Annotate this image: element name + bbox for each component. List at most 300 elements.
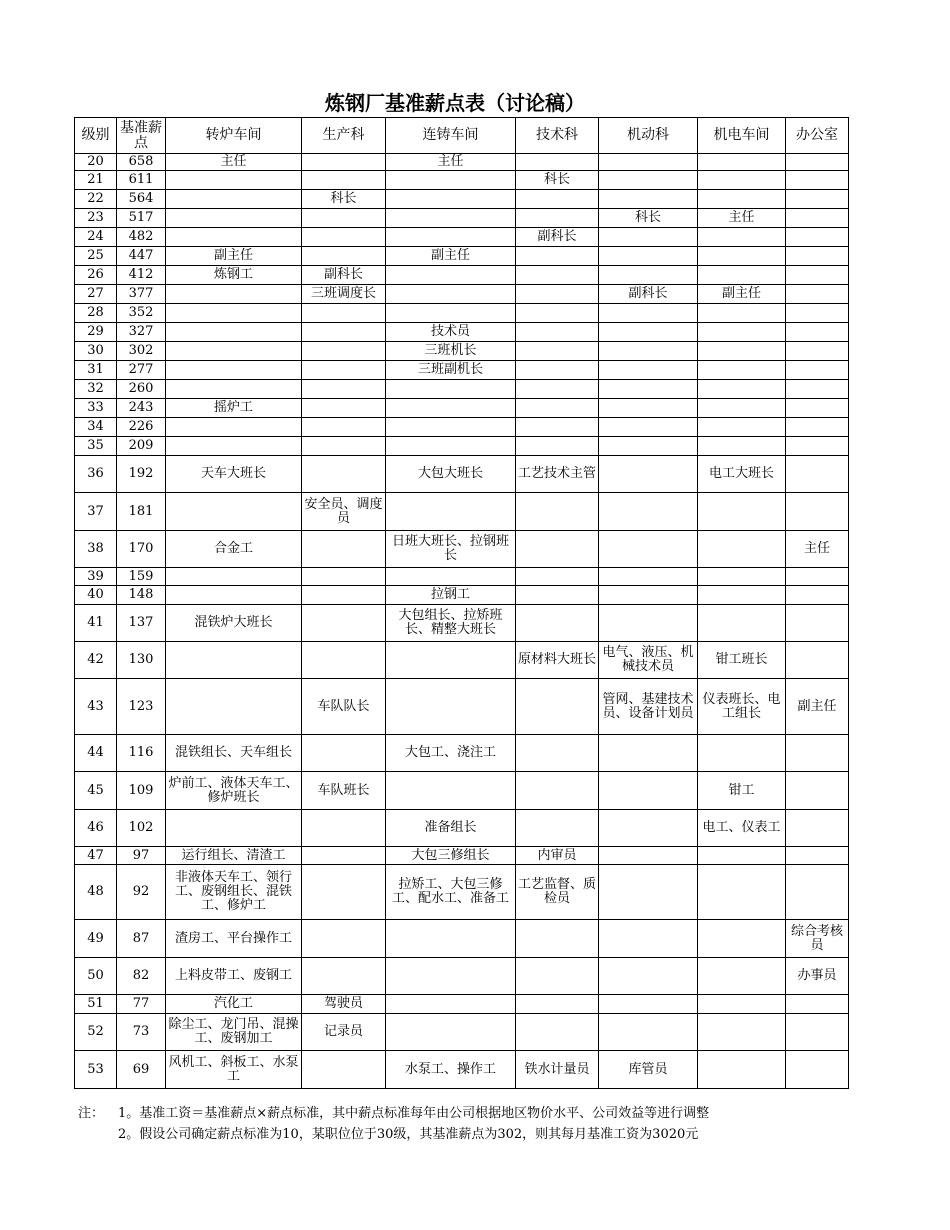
position-cell [516, 586, 599, 605]
position-cell: 拉矫工、大包三修工、配水工、准备工 [386, 865, 516, 920]
position-cell [166, 437, 302, 456]
position-cell [599, 568, 698, 586]
table-row [75, 847, 849, 865]
points-cell: 302 [117, 342, 166, 361]
table-row [75, 247, 849, 266]
position-cell [698, 735, 786, 772]
position-cell [698, 865, 786, 920]
position-cell [599, 361, 698, 380]
level-cell: 39 [75, 568, 117, 586]
level-cell: 41 [75, 605, 117, 642]
position-cell: 大包组长、拉矫班长、精整大班长 [386, 605, 516, 642]
position-cell: 内审员 [516, 847, 599, 865]
position-cell [599, 456, 698, 493]
table-row [75, 266, 849, 285]
level-cell: 22 [75, 190, 117, 209]
points-cell: 73 [117, 1014, 166, 1051]
position-cell: 汽化工 [166, 995, 302, 1014]
position-cell: 日班大班长、拉钢班长 [386, 531, 516, 568]
points-cell: 130 [117, 642, 166, 679]
position-cell: 混铁炉大班长 [166, 605, 302, 642]
position-cell [516, 437, 599, 456]
level-cell: 25 [75, 247, 117, 266]
header-cell: 基准薪点 [117, 118, 166, 154]
position-cell [302, 171, 386, 190]
position-cell [166, 361, 302, 380]
header-row [75, 118, 849, 154]
position-cell [166, 171, 302, 190]
level-cell: 23 [75, 209, 117, 228]
position-cell: 技术员 [386, 323, 516, 342]
position-cell [166, 418, 302, 437]
level-cell: 26 [75, 266, 117, 285]
position-cell [516, 958, 599, 995]
level-cell: 48 [75, 865, 117, 920]
table-row [75, 605, 849, 642]
points-cell: 87 [117, 920, 166, 958]
points-cell: 123 [117, 679, 166, 735]
position-cell: 电工大班长 [698, 456, 786, 493]
position-cell: 综合考核员 [786, 920, 849, 958]
position-cell [698, 154, 786, 171]
position-cell [386, 995, 516, 1014]
position-cell [166, 323, 302, 342]
position-cell [698, 1014, 786, 1051]
position-cell [166, 642, 302, 679]
table-row [75, 323, 849, 342]
header-cell: 技术科 [516, 118, 599, 154]
table-row [75, 437, 849, 456]
position-cell [516, 995, 599, 1014]
position-cell [698, 958, 786, 995]
points-cell: 116 [117, 735, 166, 772]
position-cell [786, 1014, 849, 1051]
position-cell [698, 342, 786, 361]
table-row [75, 456, 849, 493]
points-cell: 77 [117, 995, 166, 1014]
position-cell [698, 247, 786, 266]
position-cell [302, 399, 386, 418]
points-cell: 611 [117, 171, 166, 190]
points-cell: 148 [117, 586, 166, 605]
position-cell [302, 920, 386, 958]
position-cell [599, 586, 698, 605]
position-cell [516, 209, 599, 228]
position-cell [698, 380, 786, 399]
points-cell: 482 [117, 228, 166, 247]
position-cell: 大包大班长 [386, 456, 516, 493]
position-cell: 科长 [302, 190, 386, 209]
points-cell: 352 [117, 304, 166, 323]
position-cell [698, 493, 786, 531]
table-row [75, 285, 849, 304]
level-cell: 30 [75, 342, 117, 361]
points-cell: 102 [117, 810, 166, 847]
page-title: 炼钢厂基准薪点表（讨论稿） [325, 91, 585, 115]
position-cell [599, 418, 698, 437]
points-cell: 137 [117, 605, 166, 642]
position-cell: 驾驶员 [302, 995, 386, 1014]
position-cell [516, 361, 599, 380]
notes [78, 1103, 709, 1145]
position-cell [516, 568, 599, 586]
position-cell [166, 285, 302, 304]
position-cell [516, 735, 599, 772]
position-cell [599, 399, 698, 418]
table-row [75, 342, 849, 361]
position-cell: 副主任 [698, 285, 786, 304]
position-cell [698, 586, 786, 605]
position-cell [302, 323, 386, 342]
position-cell: 合金工 [166, 531, 302, 568]
position-cell: 办事员 [786, 958, 849, 995]
level-cell: 21 [75, 171, 117, 190]
position-cell: 库管员 [599, 1051, 698, 1089]
salary-table [74, 117, 849, 1089]
position-cell [698, 995, 786, 1014]
position-cell [386, 920, 516, 958]
position-cell [786, 810, 849, 847]
position-cell [698, 361, 786, 380]
position-cell [698, 568, 786, 586]
level-cell: 49 [75, 920, 117, 958]
level-cell: 33 [75, 399, 117, 418]
points-cell: 97 [117, 847, 166, 865]
position-cell: 主任 [386, 154, 516, 171]
position-cell [516, 1014, 599, 1051]
position-cell [302, 247, 386, 266]
position-cell: 记录员 [302, 1014, 386, 1051]
level-cell: 32 [75, 380, 117, 399]
table-row [75, 190, 849, 209]
position-cell [786, 995, 849, 1014]
position-cell [302, 228, 386, 247]
position-cell [786, 437, 849, 456]
position-cell [302, 456, 386, 493]
position-cell [786, 456, 849, 493]
position-cell [786, 865, 849, 920]
table-row [75, 865, 849, 920]
position-cell: 准备组长 [386, 810, 516, 847]
position-cell: 主任 [166, 154, 302, 171]
header-cell: 机电车间 [698, 118, 786, 154]
position-cell [698, 531, 786, 568]
position-cell [786, 266, 849, 285]
position-cell: 副主任 [786, 679, 849, 735]
table-row [75, 958, 849, 995]
points-cell: 277 [117, 361, 166, 380]
position-cell [599, 154, 698, 171]
position-cell: 副科长 [599, 285, 698, 304]
position-cell [786, 380, 849, 399]
position-cell [302, 958, 386, 995]
position-cell [786, 304, 849, 323]
position-cell [599, 1014, 698, 1051]
position-cell [302, 154, 386, 171]
points-cell: 109 [117, 772, 166, 810]
level-cell: 35 [75, 437, 117, 456]
position-cell [786, 247, 849, 266]
position-cell [516, 418, 599, 437]
position-cell: 摇炉工 [166, 399, 302, 418]
position-cell: 电气、液压、机械技术员 [599, 642, 698, 679]
position-cell: 三班副机长 [386, 361, 516, 380]
position-cell: 主任 [786, 531, 849, 568]
position-cell [599, 342, 698, 361]
points-cell: 447 [117, 247, 166, 266]
position-cell: 电工、仪表工 [698, 810, 786, 847]
level-cell: 43 [75, 679, 117, 735]
position-cell [386, 772, 516, 810]
position-cell [698, 323, 786, 342]
position-cell [786, 399, 849, 418]
position-cell [516, 323, 599, 342]
position-cell: 钳工班长 [698, 642, 786, 679]
position-cell [386, 228, 516, 247]
position-cell: 铁水计量员 [516, 1051, 599, 1089]
position-cell [599, 437, 698, 456]
position-cell: 拉钢工 [386, 586, 516, 605]
position-cell [786, 171, 849, 190]
level-cell: 42 [75, 642, 117, 679]
table-row [75, 642, 849, 679]
position-cell [302, 342, 386, 361]
points-cell: 260 [117, 380, 166, 399]
level-cell: 37 [75, 493, 117, 531]
position-cell [599, 493, 698, 531]
position-cell [516, 810, 599, 847]
level-cell: 29 [75, 323, 117, 342]
position-cell: 大包三修组长 [386, 847, 516, 865]
position-cell [302, 380, 386, 399]
position-cell [698, 228, 786, 247]
position-cell [698, 847, 786, 865]
points-cell: 377 [117, 285, 166, 304]
table-row [75, 1051, 849, 1089]
position-cell [786, 493, 849, 531]
position-cell: 科长 [516, 171, 599, 190]
table-row [75, 586, 849, 605]
position-cell [386, 399, 516, 418]
position-cell: 渣房工、平台操作工 [166, 920, 302, 958]
level-cell: 47 [75, 847, 117, 865]
position-cell [786, 342, 849, 361]
position-cell [599, 995, 698, 1014]
position-cell [786, 190, 849, 209]
position-cell [302, 586, 386, 605]
level-cell: 52 [75, 1014, 117, 1051]
position-cell [698, 418, 786, 437]
table-row [75, 493, 849, 531]
header-cell: 生产科 [302, 118, 386, 154]
level-cell: 45 [75, 772, 117, 810]
table-row [75, 995, 849, 1014]
position-cell [599, 304, 698, 323]
position-cell [698, 171, 786, 190]
position-cell: 混铁组长、天车组长 [166, 735, 302, 772]
position-cell: 副科长 [302, 266, 386, 285]
position-cell [302, 847, 386, 865]
table-row [75, 154, 849, 171]
position-cell [786, 154, 849, 171]
points-cell: 517 [117, 209, 166, 228]
level-cell: 28 [75, 304, 117, 323]
points-cell: 226 [117, 418, 166, 437]
position-cell [386, 285, 516, 304]
position-cell [599, 772, 698, 810]
position-cell [599, 605, 698, 642]
table-row [75, 679, 849, 735]
level-cell: 31 [75, 361, 117, 380]
position-cell: 副科长 [516, 228, 599, 247]
position-cell [302, 531, 386, 568]
position-cell: 三班调度长 [302, 285, 386, 304]
points-cell: 170 [117, 531, 166, 568]
position-cell: 工艺技术主管 [516, 456, 599, 493]
position-cell [516, 920, 599, 958]
position-cell: 除尘工、龙门吊、混操工、废钢加工 [166, 1014, 302, 1051]
position-cell [599, 531, 698, 568]
position-cell [599, 735, 698, 772]
position-cell [516, 190, 599, 209]
position-cell [166, 568, 302, 586]
level-cell: 20 [75, 154, 117, 171]
position-cell [698, 437, 786, 456]
position-cell [516, 342, 599, 361]
position-cell [302, 361, 386, 380]
position-cell [386, 568, 516, 586]
table-row [75, 304, 849, 323]
table-row [75, 735, 849, 772]
position-cell [599, 810, 698, 847]
position-cell [599, 920, 698, 958]
position-cell: 三班机长 [386, 342, 516, 361]
header-cell: 办公室 [786, 118, 849, 154]
position-cell [698, 304, 786, 323]
position-cell [516, 605, 599, 642]
position-cell [786, 605, 849, 642]
position-cell [698, 1051, 786, 1089]
position-cell [302, 810, 386, 847]
note-line-2: 2。假设公司确定薪点标准为10，某职位位于30级，其基准薪点为302，则其每月基准工资为3020元 [118, 1127, 699, 1142]
position-cell [386, 380, 516, 399]
position-cell: 炼钢工 [166, 266, 302, 285]
position-cell [516, 285, 599, 304]
notes-label: 注： [78, 1106, 105, 1121]
position-cell: 副主任 [386, 247, 516, 266]
position-cell: 运行组长、清渣工 [166, 847, 302, 865]
position-cell [386, 266, 516, 285]
header-cell: 转炉车间 [166, 118, 302, 154]
position-cell [302, 568, 386, 586]
position-cell [166, 380, 302, 399]
position-cell: 安全员、调度员 [302, 493, 386, 531]
position-cell: 科长 [599, 209, 698, 228]
position-cell [599, 228, 698, 247]
header-cell: 机动科 [599, 118, 698, 154]
position-cell [302, 735, 386, 772]
table-row [75, 418, 849, 437]
position-cell [386, 418, 516, 437]
position-cell [786, 772, 849, 810]
level-cell: 34 [75, 418, 117, 437]
table-row [75, 810, 849, 847]
position-cell [599, 266, 698, 285]
table-row [75, 209, 849, 228]
position-cell: 上料皮带工、废钢工 [166, 958, 302, 995]
position-cell: 炉前工、液体天车工、修炉班长 [166, 772, 302, 810]
position-cell [166, 586, 302, 605]
position-cell [302, 1051, 386, 1089]
position-cell: 钳工 [698, 772, 786, 810]
position-cell [698, 190, 786, 209]
position-cell [786, 1051, 849, 1089]
position-cell: 车队班长 [302, 772, 386, 810]
table-row [75, 361, 849, 380]
position-cell: 水泵工、操作工 [386, 1051, 516, 1089]
position-cell [166, 342, 302, 361]
position-cell: 风机工、斜板工、水泵工 [166, 1051, 302, 1089]
position-cell: 大包工、浇注工 [386, 735, 516, 772]
position-cell [786, 418, 849, 437]
table-row [75, 531, 849, 568]
points-cell: 82 [117, 958, 166, 995]
level-cell: 44 [75, 735, 117, 772]
position-cell [516, 247, 599, 266]
position-cell [786, 285, 849, 304]
position-cell [516, 380, 599, 399]
position-cell [599, 847, 698, 865]
position-cell [599, 380, 698, 399]
points-cell: 159 [117, 568, 166, 586]
position-cell [302, 418, 386, 437]
table-body [75, 154, 849, 1089]
position-cell [386, 437, 516, 456]
position-cell [786, 228, 849, 247]
position-cell: 非液体天车工、领行工、废钢组长、混铁工、修炉工 [166, 865, 302, 920]
position-cell: 车队队长 [302, 679, 386, 735]
points-cell: 327 [117, 323, 166, 342]
position-cell [386, 493, 516, 531]
position-cell [786, 361, 849, 380]
position-cell [599, 323, 698, 342]
position-cell [516, 679, 599, 735]
position-cell [599, 190, 698, 209]
table-row [75, 1014, 849, 1051]
points-cell: 412 [117, 266, 166, 285]
points-cell: 69 [117, 1051, 166, 1089]
position-cell [786, 735, 849, 772]
position-cell [166, 190, 302, 209]
position-cell [599, 171, 698, 190]
table-row [75, 171, 849, 190]
position-cell [386, 171, 516, 190]
note-line-1: 1。基准工资＝基准薪点×薪点标准，其中薪点标准每年由公司根据地区物价水平、公司效益等进行调整 [118, 1106, 710, 1121]
position-cell [786, 847, 849, 865]
level-cell: 38 [75, 531, 117, 568]
position-cell [166, 209, 302, 228]
position-cell: 工艺监督、质检员 [516, 865, 599, 920]
position-cell [786, 586, 849, 605]
position-cell [302, 209, 386, 228]
position-cell [786, 568, 849, 586]
position-cell [386, 190, 516, 209]
level-cell: 36 [75, 456, 117, 493]
position-cell [786, 642, 849, 679]
level-cell: 27 [75, 285, 117, 304]
position-cell [599, 958, 698, 995]
position-cell [516, 266, 599, 285]
